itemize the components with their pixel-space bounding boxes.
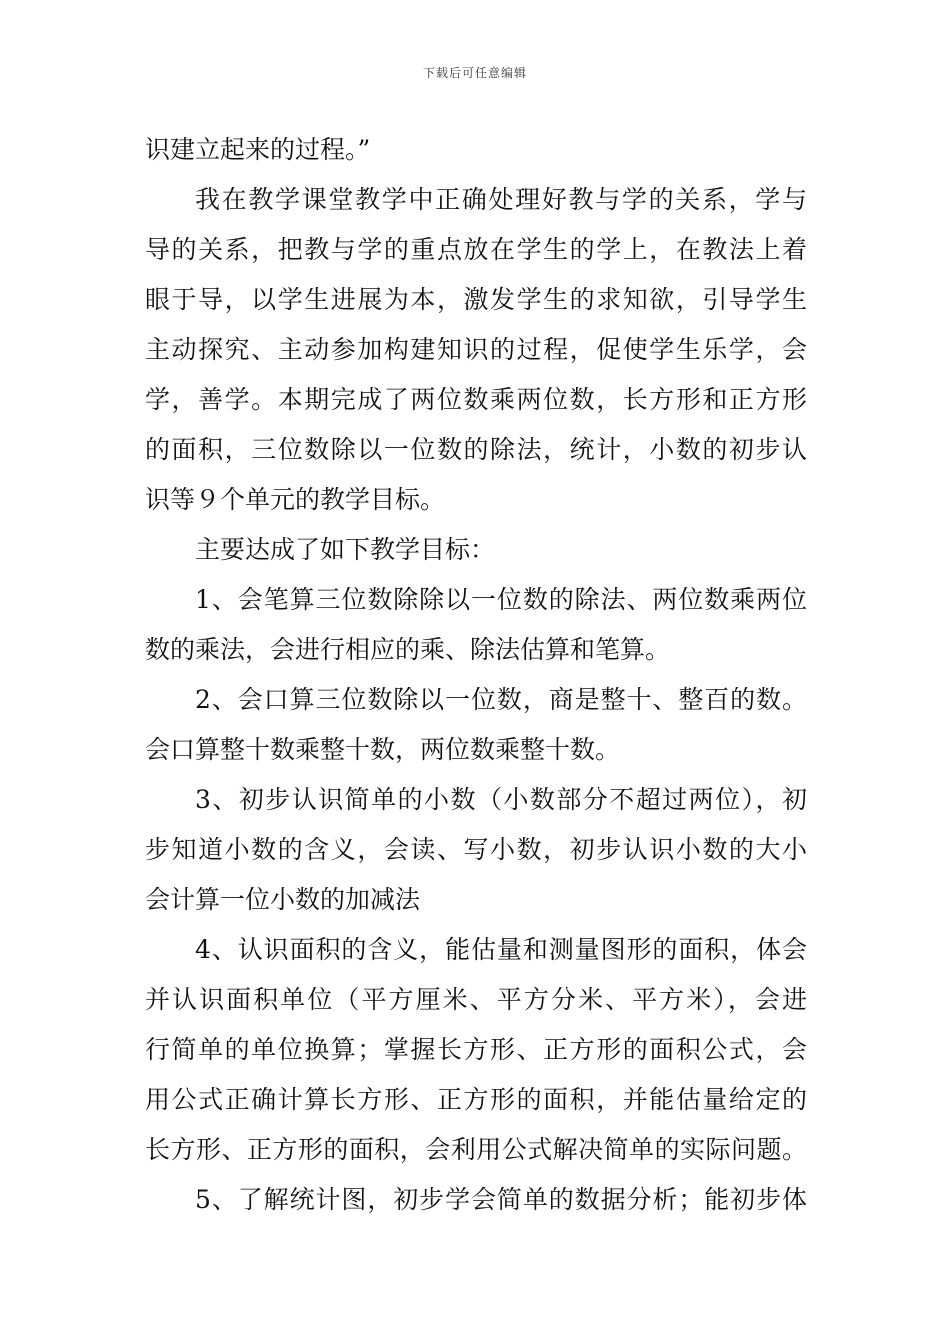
text-line: 的面积，三位数除以一位数的除法，统计，小数的初步认 [145,435,807,464]
page-header-note: 下载后可任意编辑 [422,66,527,80]
text-line: 识等９个单元的教学目标。 [145,485,446,514]
text-line: 并认识面积单位（平方厘米、平方分米、平方米），会进 [145,985,807,1014]
text-line: 我在教学课堂教学中正确处理好教与学的关系，学与 [195,185,807,214]
text-line: 长方形、正方形的面积，会利用公式解决简单的实际问题。 [145,1135,807,1164]
text-line: 步知道小数的含义，会读、写小数，初步认识小数的大小 [145,835,807,864]
text-line: 主要达成了如下教学目标： [195,535,496,564]
text-line: 用公式正确计算长方形、正方形的面积，并能估量给定的 [145,1085,807,1114]
text-line: 行简单的单位换算；掌握长方形、正方形的面积公式，会 [145,1035,807,1064]
text-line: 主动探究、主动参加构建知识的过程，促使学生乐学，会 [145,335,807,364]
text-line: 识建立起来的过程。” [145,135,371,164]
text-line: 3、初步认识简单的小数（小数部分不超过两位），初 [195,785,807,814]
document-body [145,125,807,1225]
text-line: 学，善学。本期完成了两位数乘两位数，长方形和正方形 [145,385,807,414]
text-line: 会计算一位小数的加减法 [145,885,421,914]
text-line: 会口算整十数乘整十数，两位数乘整十数。 [145,735,621,764]
text-line: 眼于导，以学生进展为本，激发学生的求知欲，引导学生 [145,285,807,314]
text-line: 导的关系，把教与学的重点放在学生的学上，在教法上着 [145,235,807,264]
text-line: 2、会口算三位数除以一位数，商是整十、整百的数。 [195,685,807,714]
text-line: 1、会笔算三位数除除以一位数的除法、两位数乘两位 [195,585,807,614]
text-line: 5、了解统计图，初步学会简单的数据分析；能初步体 [195,1185,807,1214]
text-line: 4、认识面积的含义，能估量和测量图形的面积，体会 [195,935,807,964]
text-line: 数的乘法，会进行相应的乘、除法估算和笔算。 [145,635,671,664]
